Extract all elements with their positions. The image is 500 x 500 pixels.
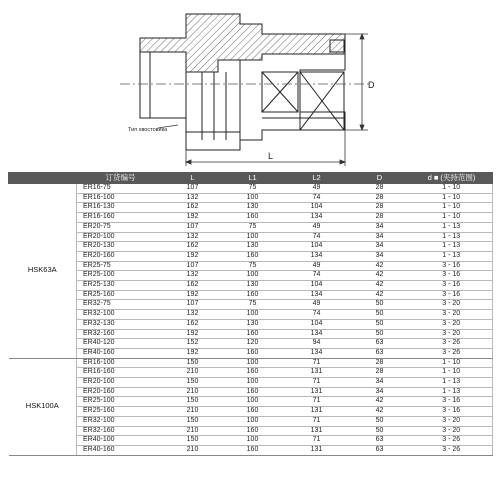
L2-cell: 131 — [285, 426, 349, 436]
table-row — [9, 261, 493, 271]
table-body — [9, 184, 493, 456]
clamp-range-cell: 1 - 10 — [411, 213, 493, 223]
L1-cell: 100 — [221, 358, 285, 368]
D-cell: 42 — [349, 290, 411, 300]
L1-cell: 100 — [221, 232, 285, 242]
L1-cell: 75 — [221, 261, 285, 271]
col-header-shank — [9, 173, 77, 184]
L2-cell: 94 — [285, 339, 349, 349]
order-no-cell: ER25-100 — [77, 397, 165, 407]
D-cell: 34 — [349, 387, 411, 397]
L-cell: 162 — [165, 319, 221, 329]
L1-cell: 100 — [221, 416, 285, 426]
table-row — [9, 310, 493, 320]
order-no-cell: ER32-130 — [77, 319, 165, 329]
order-no-cell: ER20-160 — [77, 251, 165, 261]
L1-cell: 100 — [221, 310, 285, 320]
order-no-cell: ER25-160 — [77, 290, 165, 300]
order-no-cell: ER32-100 — [77, 310, 165, 320]
clamp-range-cell: 3 - 20 — [411, 416, 493, 426]
L1-cell: 160 — [221, 290, 285, 300]
clamp-range-cell: 1 - 13 — [411, 232, 493, 242]
table-row — [9, 281, 493, 291]
order-no-cell: ER25-100 — [77, 271, 165, 281]
L1-cell: 160 — [221, 407, 285, 417]
clamp-range-cell: 3 - 26 — [411, 445, 493, 455]
clamp-range-cell: 3 - 16 — [411, 281, 493, 291]
L2-cell: 134 — [285, 251, 349, 261]
L2-cell: 49 — [285, 300, 349, 310]
L1-cell: 130 — [221, 203, 285, 213]
table-row — [9, 251, 493, 261]
clamp-range-cell: 3 - 26 — [411, 339, 493, 349]
L-cell: 192 — [165, 329, 221, 339]
L2-cell: 74 — [285, 193, 349, 203]
L-cell: 162 — [165, 281, 221, 291]
L-cell: 192 — [165, 251, 221, 261]
D-cell: 50 — [349, 310, 411, 320]
L-cell: 107 — [165, 261, 221, 271]
L-cell: 210 — [165, 368, 221, 378]
L2-cell: 71 — [285, 358, 349, 368]
L1-cell: 160 — [221, 426, 285, 436]
table-row — [9, 416, 493, 426]
clamp-range-cell: 1 - 13 — [411, 222, 493, 232]
order-no-cell: ER25-130 — [77, 281, 165, 291]
L2-cell: 71 — [285, 397, 349, 407]
spec-table — [8, 172, 493, 456]
col-header-clamp-range: d ■ (夹持范围) — [411, 173, 493, 184]
L2-cell: 131 — [285, 387, 349, 397]
L1-cell: 160 — [221, 329, 285, 339]
L1-cell: 75 — [221, 184, 285, 194]
clamp-range-cell: 3 - 26 — [411, 348, 493, 358]
L1-cell: 160 — [221, 213, 285, 223]
order-no-cell: ER20-100 — [77, 378, 165, 388]
D-cell: 28 — [349, 193, 411, 203]
L-cell: 192 — [165, 213, 221, 223]
L2-cell: 71 — [285, 416, 349, 426]
order-no-cell: ER20-160 — [77, 387, 165, 397]
L2-cell: 134 — [285, 290, 349, 300]
table-row — [9, 242, 493, 252]
table-row — [9, 426, 493, 436]
L-cell: 152 — [165, 339, 221, 349]
clamp-range-cell: 3 - 20 — [411, 319, 493, 329]
order-no-cell: ER40-120 — [77, 339, 165, 349]
L1-cell: 160 — [221, 368, 285, 378]
L1-cell: 100 — [221, 271, 285, 281]
clamp-range-cell: 3 - 26 — [411, 436, 493, 446]
col-header-L2: L2 — [285, 173, 349, 184]
D-cell: 34 — [349, 378, 411, 388]
D-cell: 34 — [349, 222, 411, 232]
order-no-cell: ER25-75 — [77, 261, 165, 271]
L2-cell: 104 — [285, 242, 349, 252]
L1-cell: 75 — [221, 300, 285, 310]
order-no-cell: ER16-160 — [77, 368, 165, 378]
clamp-range-cell: 1 - 10 — [411, 358, 493, 368]
L2-cell: 71 — [285, 378, 349, 388]
clamp-range-cell: 3 - 16 — [411, 407, 493, 417]
L1-cell: 160 — [221, 251, 285, 261]
L2-cell: 131 — [285, 445, 349, 455]
L2-cell: 104 — [285, 281, 349, 291]
table-row — [9, 222, 493, 232]
L-cell: 132 — [165, 193, 221, 203]
L-cell: 192 — [165, 348, 221, 358]
clamp-range-cell: 3 - 20 — [411, 426, 493, 436]
D-cell: 50 — [349, 300, 411, 310]
table-row — [9, 290, 493, 300]
table-row — [9, 436, 493, 446]
L2-cell: 134 — [285, 329, 349, 339]
order-no-cell: ER40-160 — [77, 348, 165, 358]
L-cell: 132 — [165, 310, 221, 320]
L1-cell: 130 — [221, 319, 285, 329]
clamp-range-cell: 3 - 16 — [411, 290, 493, 300]
D-cell: 42 — [349, 397, 411, 407]
L2-cell: 131 — [285, 407, 349, 417]
clamp-range-cell: 1 - 13 — [411, 387, 493, 397]
table-row — [9, 232, 493, 242]
dimension-L — [186, 130, 345, 166]
L2-cell: 49 — [285, 184, 349, 194]
table-row — [9, 407, 493, 417]
D-cell: 50 — [349, 329, 411, 339]
L-cell: 107 — [165, 184, 221, 194]
clamp-range-cell: 1 - 10 — [411, 184, 493, 194]
col-header-L: L — [165, 173, 221, 184]
L-cell: 192 — [165, 290, 221, 300]
clamp-range-cell: 1 - 10 — [411, 368, 493, 378]
L1-cell: 100 — [221, 378, 285, 388]
L-cell: 132 — [165, 232, 221, 242]
L2-cell: 104 — [285, 203, 349, 213]
shank-group-cell: HSK100A — [9, 358, 77, 455]
D-cell: 28 — [349, 184, 411, 194]
L1-cell: 160 — [221, 445, 285, 455]
L1-cell: 130 — [221, 242, 285, 252]
callout-label: Тип хвостовика — [128, 127, 168, 133]
order-no-cell: ER32-160 — [77, 329, 165, 339]
clamp-range-cell: 3 - 16 — [411, 397, 493, 407]
order-no-cell: ER32-160 — [77, 426, 165, 436]
L-cell: 107 — [165, 300, 221, 310]
L-cell: 210 — [165, 426, 221, 436]
table-row — [9, 339, 493, 349]
D-cell: 34 — [349, 232, 411, 242]
D-cell: 50 — [349, 416, 411, 426]
col-header-D: D — [349, 173, 411, 184]
table-row — [9, 387, 493, 397]
L-cell: 150 — [165, 358, 221, 368]
D-cell: 63 — [349, 436, 411, 446]
table-row — [9, 213, 493, 223]
L1-cell: 130 — [221, 281, 285, 291]
clamp-range-cell: 3 - 16 — [411, 271, 493, 281]
D-cell: 28 — [349, 213, 411, 223]
order-no-cell: ER16-100 — [77, 193, 165, 203]
clamp-range-cell: 1 - 13 — [411, 251, 493, 261]
L1-cell: 100 — [221, 397, 285, 407]
D-cell: 50 — [349, 426, 411, 436]
table-row — [9, 319, 493, 329]
order-no-cell: ER20-130 — [77, 242, 165, 252]
L2-cell: 104 — [285, 319, 349, 329]
order-no-cell: ER20-100 — [77, 232, 165, 242]
dim-D-label: D — [368, 80, 375, 90]
col-header-order-no: 订货编号 — [77, 173, 165, 184]
L2-cell: 131 — [285, 368, 349, 378]
table-row — [9, 329, 493, 339]
L-cell: 132 — [165, 271, 221, 281]
clamp-range-cell: 1 - 10 — [411, 193, 493, 203]
L-cell: 210 — [165, 407, 221, 417]
order-no-cell: ER16-160 — [77, 213, 165, 223]
clamp-range-cell: 3 - 20 — [411, 329, 493, 339]
L2-cell: 49 — [285, 261, 349, 271]
L2-cell: 74 — [285, 271, 349, 281]
L-cell: 150 — [165, 416, 221, 426]
D-cell: 34 — [349, 251, 411, 261]
order-no-cell: ER40-160 — [77, 445, 165, 455]
dimension-D — [345, 34, 368, 130]
table-row — [9, 184, 493, 194]
L1-cell: 120 — [221, 339, 285, 349]
clamp-range-cell: 3 - 20 — [411, 300, 493, 310]
D-cell: 42 — [349, 271, 411, 281]
table-header-row — [9, 173, 493, 184]
D-cell: 34 — [349, 242, 411, 252]
table-row — [9, 358, 493, 368]
L-cell: 107 — [165, 222, 221, 232]
order-no-cell: ER16-130 — [77, 203, 165, 213]
D-cell: 42 — [349, 281, 411, 291]
L2-cell: 74 — [285, 232, 349, 242]
order-no-cell: ER40-100 — [77, 436, 165, 446]
L-cell: 150 — [165, 378, 221, 388]
table-row — [9, 445, 493, 455]
table-row — [9, 203, 493, 213]
L-cell: 210 — [165, 445, 221, 455]
L1-cell: 160 — [221, 387, 285, 397]
table-row — [9, 348, 493, 358]
table-row — [9, 397, 493, 407]
L1-cell: 100 — [221, 436, 285, 446]
D-cell: 63 — [349, 339, 411, 349]
L2-cell: 71 — [285, 436, 349, 446]
order-no-cell: ER16-100 — [77, 358, 165, 368]
holder-section-view — [140, 14, 345, 150]
clamp-range-cell: 3 - 20 — [411, 310, 493, 320]
table-row — [9, 193, 493, 203]
D-cell: 42 — [349, 407, 411, 417]
clamp-range-cell: 1 - 10 — [411, 203, 493, 213]
order-no-cell: ER32-75 — [77, 300, 165, 310]
L-cell: 150 — [165, 397, 221, 407]
dim-L-label: L — [268, 151, 274, 161]
L2-cell: 49 — [285, 222, 349, 232]
table-row — [9, 378, 493, 388]
order-no-cell: ER32-100 — [77, 416, 165, 426]
D-cell: 50 — [349, 319, 411, 329]
shank-group-cell: HSK63A — [9, 184, 77, 359]
col-header-L1: L1 — [221, 173, 285, 184]
D-cell: 28 — [349, 358, 411, 368]
clamp-range-cell: 3 - 16 — [411, 261, 493, 271]
tool-holder-drawing — [0, 0, 500, 172]
table-row — [9, 368, 493, 378]
L-cell: 210 — [165, 387, 221, 397]
L2-cell: 74 — [285, 310, 349, 320]
clamp-range-cell: 1 - 13 — [411, 378, 493, 388]
L-cell: 150 — [165, 436, 221, 446]
D-cell: 63 — [349, 348, 411, 358]
L1-cell: 160 — [221, 348, 285, 358]
L1-cell: 75 — [221, 222, 285, 232]
D-cell: 42 — [349, 261, 411, 271]
D-cell: 63 — [349, 445, 411, 455]
table-row — [9, 271, 493, 281]
order-no-cell: ER25-160 — [77, 407, 165, 417]
order-no-cell: ER20-75 — [77, 222, 165, 232]
L-cell: 162 — [165, 203, 221, 213]
L-cell: 162 — [165, 242, 221, 252]
table-row — [9, 300, 493, 310]
D-cell: 28 — [349, 368, 411, 378]
order-no-cell: ER16-75 — [77, 184, 165, 194]
L2-cell: 134 — [285, 348, 349, 358]
clamp-range-cell: 1 - 13 — [411, 242, 493, 252]
L2-cell: 134 — [285, 213, 349, 223]
L1-cell: 100 — [221, 193, 285, 203]
D-cell: 28 — [349, 203, 411, 213]
